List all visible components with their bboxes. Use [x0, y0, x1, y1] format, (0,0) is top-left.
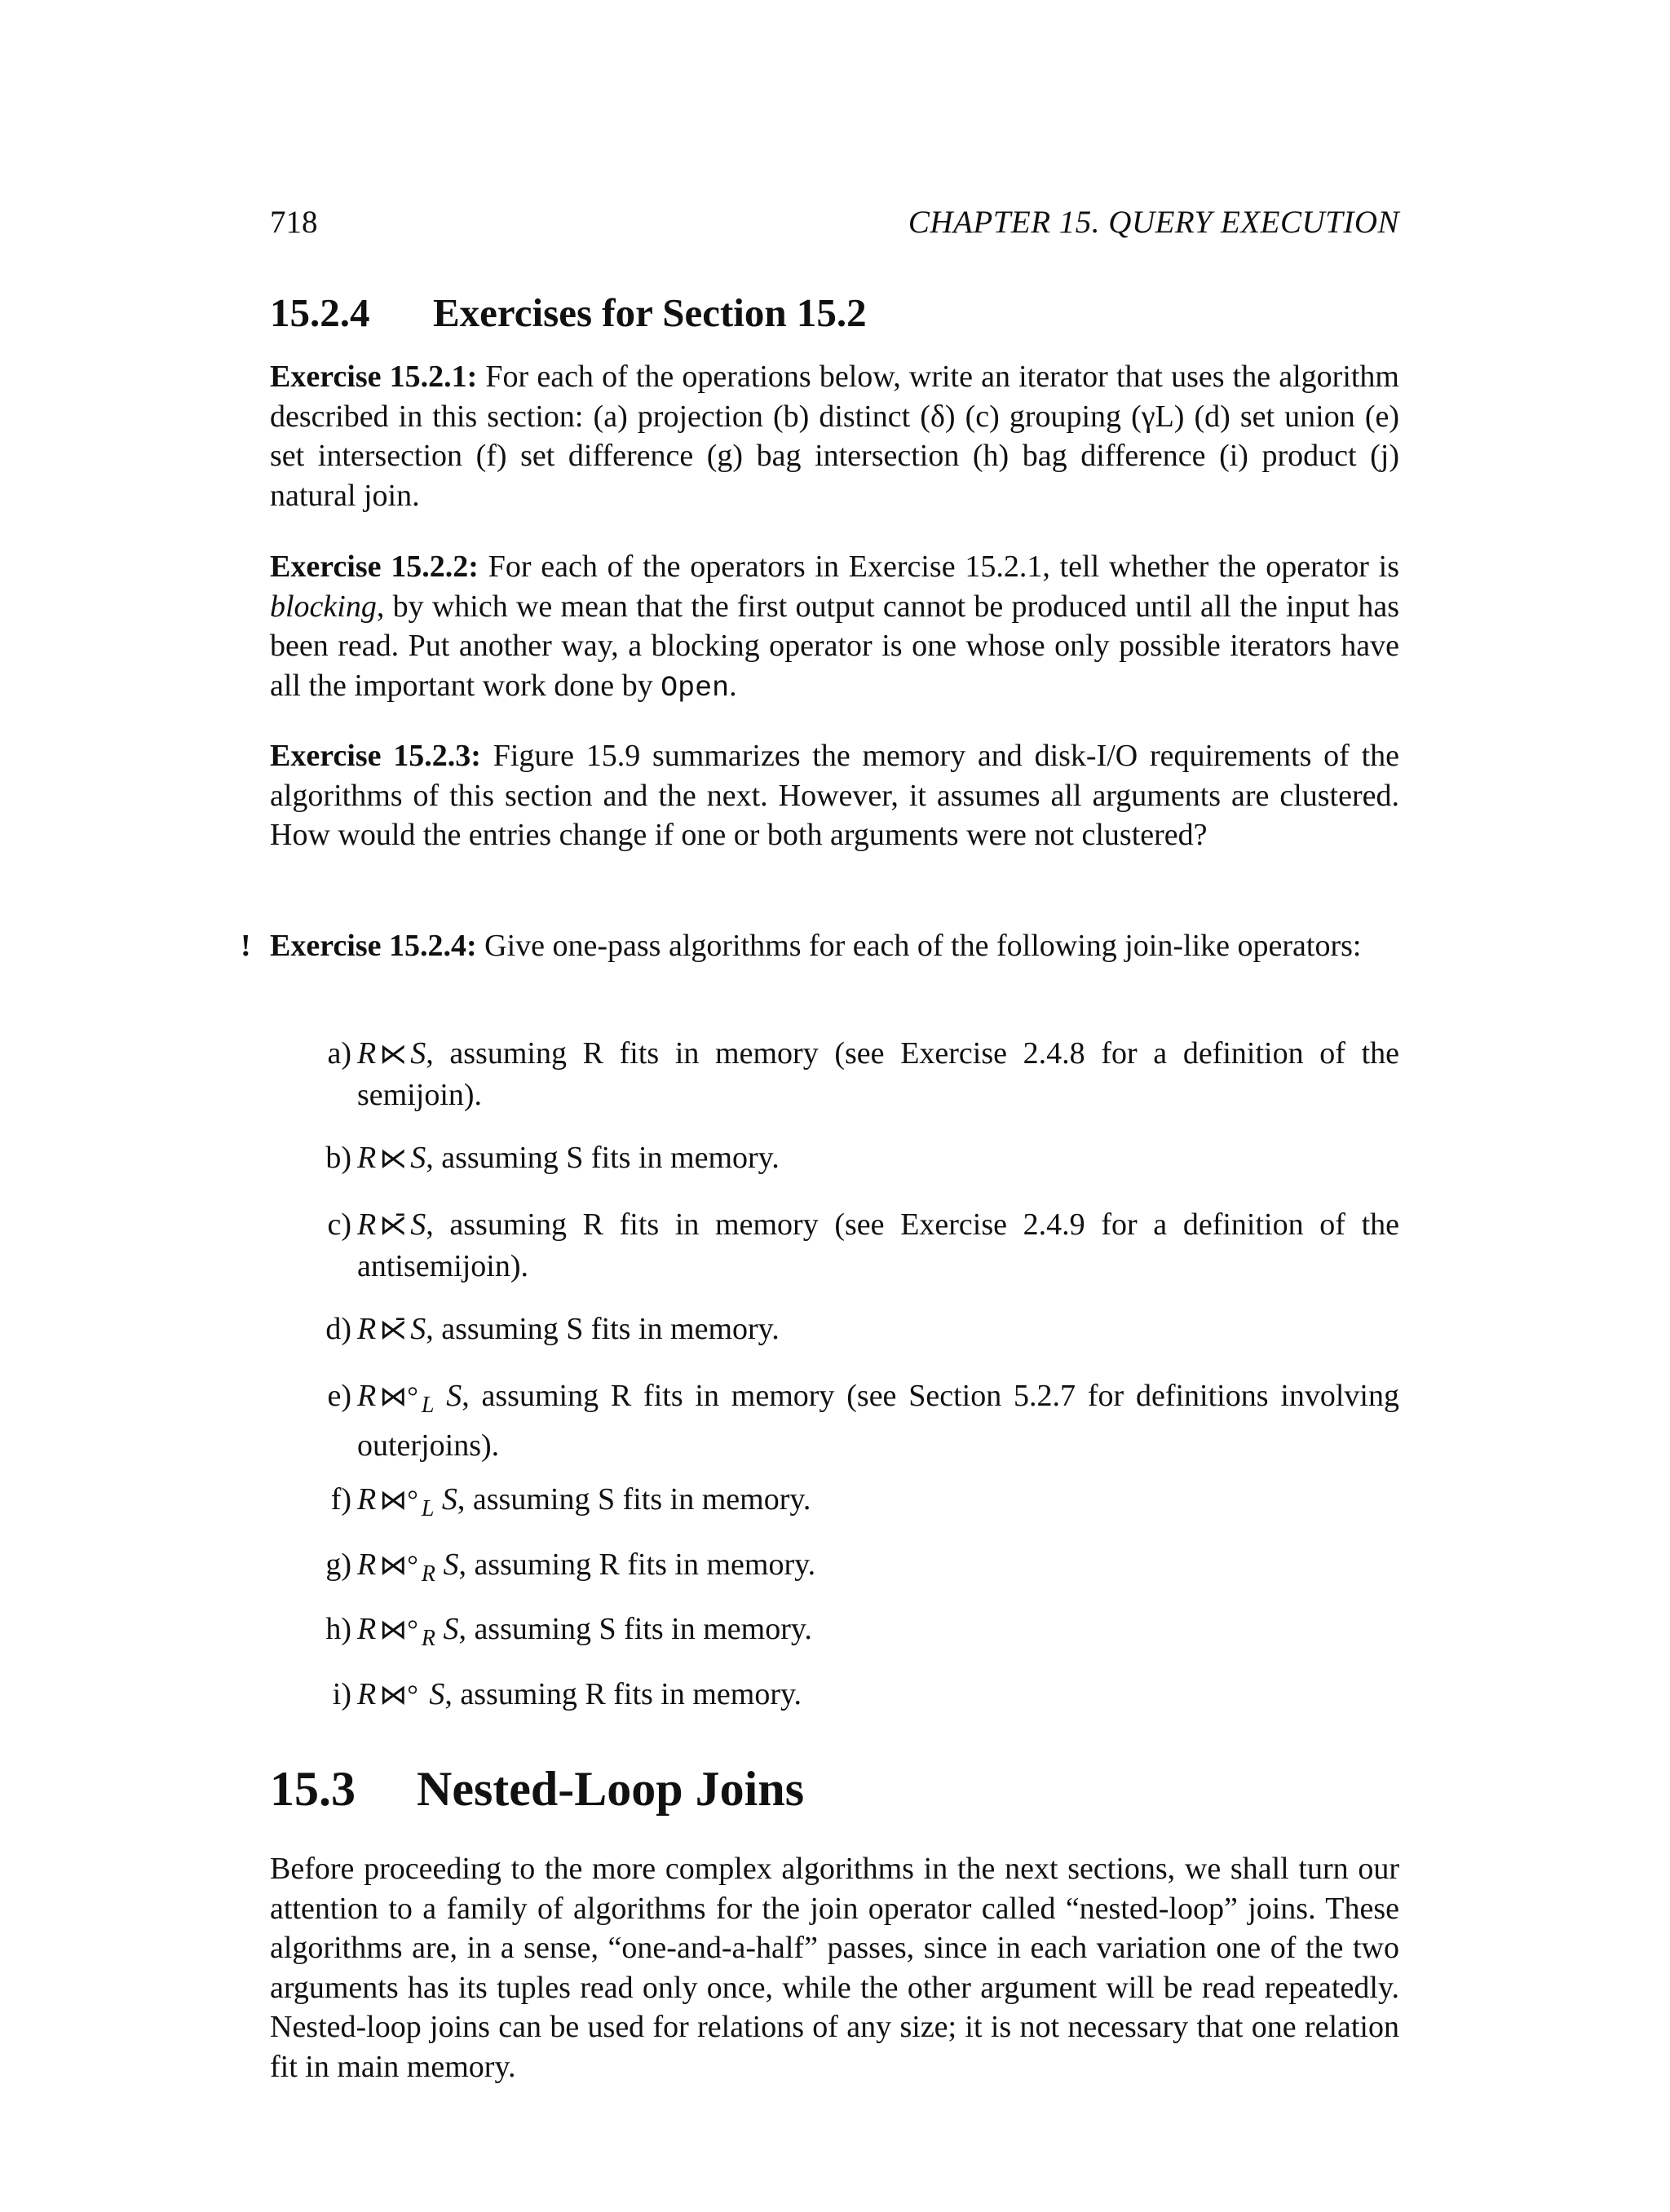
exercise-text: For each of the operations below, write an iterator that uses the algorithm described in this section: (a) projection (b) distinct (δ) (c) grouping (γL) (d) set union (e) set intersection (f) set difference (g) bag intersection (h) bag difference (i) product (j) natural join.	[270, 360, 1399, 513]
exercise-text-part-3: .	[729, 668, 737, 703]
item-label: e)	[327, 1379, 351, 1413]
exercise-15-2-1	[270, 357, 1399, 515]
outerjoin-symbol: ⋈°	[379, 1680, 418, 1711]
left-relation: R	[357, 1312, 377, 1346]
antisemijoin-symbol: ⋉̄	[379, 1315, 408, 1345]
antisemijoin-symbol: ⋉̄	[379, 1211, 408, 1241]
item-label: b)	[325, 1141, 351, 1175]
item-label: a)	[327, 1036, 351, 1071]
left-relation: R	[357, 1548, 377, 1582]
left-relation: R	[357, 1379, 377, 1413]
running-head	[270, 204, 1399, 245]
left-relation: R	[357, 1612, 377, 1646]
semijoin-symbol: ⋉	[379, 1144, 408, 1174]
exercise-title: Exercise 15.2.1:	[270, 360, 478, 394]
item-text: , assuming R fits in memory.	[458, 1548, 816, 1582]
item-label: d)	[325, 1312, 351, 1346]
item-text: , assuming R fits in memory (see Exercise 2.4.9 for a definition of the antisemijoin).	[357, 1208, 1399, 1283]
semijoin-symbol: ⋉	[379, 1040, 408, 1070]
right-relation: S	[410, 1141, 426, 1175]
right-relation: S	[410, 1312, 426, 1346]
exercise-15-2-4	[241, 926, 1399, 966]
exercise-text-part-2: , by which we mean that the first output cannot be produced until all the input has been read. Put another way, a blocking operator is one whose only possible iterators have all the important work done by	[270, 589, 1399, 703]
item-label: i)	[332, 1677, 351, 1711]
item-text: , assuming R fits in memory.	[444, 1677, 802, 1711]
outerjoin-subscript: L	[421, 1393, 435, 1418]
right-relation: S	[410, 1036, 426, 1071]
item-label: c)	[327, 1208, 351, 1242]
subsection-number: 15.2.4	[270, 290, 370, 335]
left-relation: R	[357, 1141, 377, 1175]
right-relation: S	[429, 1677, 445, 1711]
right-relation: S	[441, 1482, 457, 1517]
item-label: g)	[325, 1548, 351, 1582]
left-relation: R	[357, 1677, 377, 1711]
exercise-title: Exercise 15.2.4:	[270, 929, 477, 963]
item-text: , assuming R fits in memory (see Exercise 2.4.8 for a definition of the semijoin).	[357, 1036, 1399, 1112]
outerjoin-symbol: ⋈°	[379, 1551, 418, 1581]
exercise-15-2-3	[270, 736, 1399, 855]
item-text: , assuming S fits in memory.	[457, 1482, 811, 1517]
outerjoin-subscript: L	[421, 1496, 435, 1521]
outerjoin-symbol: ⋈°	[379, 1615, 418, 1645]
exercise-15-2-2	[270, 547, 1399, 708]
right-relation: S	[446, 1379, 462, 1413]
subsection-heading	[270, 289, 867, 336]
exercise-code: Open	[660, 671, 730, 704]
right-relation: S	[443, 1612, 459, 1646]
exercise-text: Give one-pass algorithms for each of the following join-like operators:	[484, 929, 1362, 963]
item-label: h)	[325, 1612, 351, 1646]
item-text: , assuming R fits in memory (see Section 5.2.7 for definitions involving outerjoins).	[357, 1379, 1399, 1463]
page-number: 718	[270, 205, 318, 240]
section-number: 15.3	[270, 1762, 356, 1816]
right-relation: S	[443, 1548, 459, 1582]
outerjoin-symbol: ⋈°	[379, 1486, 418, 1516]
item-text: , assuming S fits in memory.	[458, 1612, 812, 1646]
item-label: f)	[330, 1482, 351, 1517]
section-heading	[270, 1761, 804, 1817]
item-text: , assuming S fits in memory.	[426, 1312, 780, 1346]
outerjoin-subscript: R	[421, 1626, 435, 1651]
difficulty-marker: !	[241, 929, 251, 963]
exercise-text-part-1: For each of the operators in Exercise 15.2.1, tell whether the operator is	[488, 550, 1400, 584]
item-text: , assuming S fits in memory.	[426, 1141, 780, 1175]
exercise-title: Exercise 15.2.3:	[270, 739, 481, 773]
subsection-title: Exercises for Section 15.2	[433, 290, 867, 335]
exercise-text: Figure 15.9 summarizes the memory and disk-I/O requirements of the algorithms of this section and the next. However, it assumes all arguments are clustered. How would the entries change if one or both arguments were not clustered?	[270, 739, 1400, 852]
chapter-title: CHAPTER 15. QUERY EXECUTION	[908, 205, 1399, 240]
right-relation: S	[410, 1208, 426, 1242]
exercise-title: Exercise 15.2.2:	[270, 550, 479, 584]
section-title: Nested-Loop Joins	[417, 1762, 805, 1816]
left-relation: R	[357, 1208, 377, 1242]
left-relation: R	[357, 1036, 377, 1071]
section-paragraph: Before proceeding to the more complex algorithms in the next sections, we shall turn our attention to a family of algorithms for the join operator called “nested-loop” joins. These algorithms are, in a sense, “one-and-a-half” passes, since in each variation one of the two arguments has its tuples read only once, while the other argument will be read repeatedly. Nested-loop joins can be used for relations of any size; it is not necessary that one relation fit in main memory.	[270, 1852, 1399, 2084]
outerjoin-subscript: R	[421, 1561, 435, 1587]
left-relation: R	[357, 1482, 377, 1517]
book-page	[241, 0, 1400, 2212]
exercise-emphasis: blocking	[270, 589, 377, 624]
outerjoin-symbol: ⋈°	[379, 1382, 418, 1412]
